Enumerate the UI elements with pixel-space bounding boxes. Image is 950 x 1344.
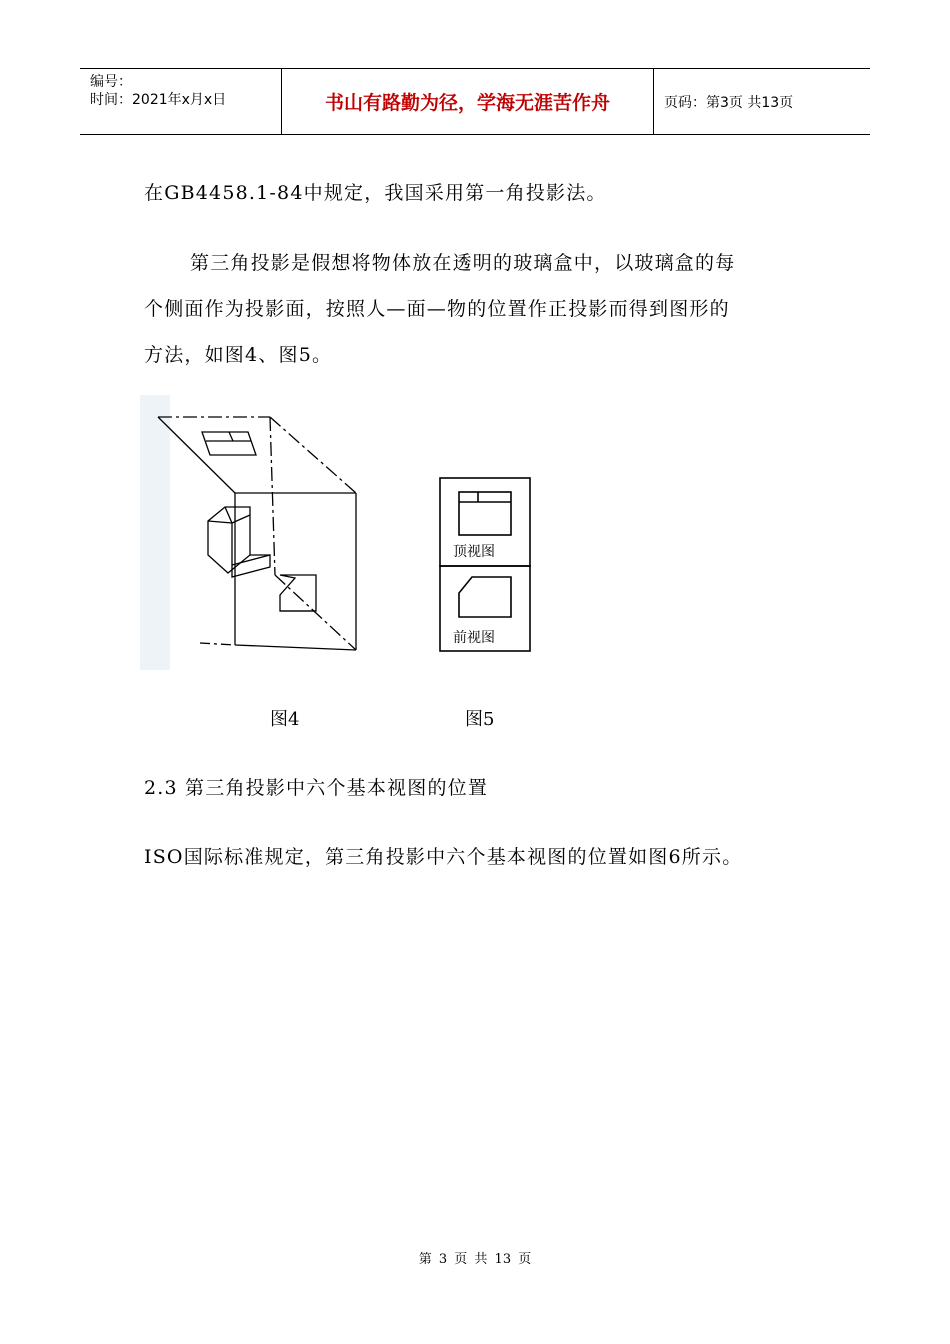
paragraph-third-angle-line1: 第三角投影是假想将物体放在透明的玻璃盒中，以玻璃盒的每 bbox=[190, 252, 736, 274]
header-page-info: 页码：第3页 共13页 bbox=[664, 94, 794, 111]
document-date: 时间：2021年x月x日 bbox=[90, 92, 227, 108]
figure-area bbox=[140, 395, 540, 670]
figure-5-caption: 图5 bbox=[465, 709, 495, 730]
header-motto: 书山有路勤为径，学海无涯苦作舟 bbox=[281, 69, 654, 134]
paragraph-third-angle-line3: 方法，如图4、图5。 bbox=[144, 344, 333, 366]
top-view-label: 顶视图 bbox=[453, 544, 495, 560]
figure-4-glass-box-drawing bbox=[140, 395, 380, 670]
front-view-label: 前视图 bbox=[453, 630, 495, 646]
paragraph-iso-standard: ISO国际标准规定，第三角投影中六个基本视图的位置如图6所示。 bbox=[144, 846, 743, 868]
paragraph-first-angle: 在GB4458.1-84中规定，我国采用第一角投影法。 bbox=[144, 182, 607, 204]
figure-4-caption: 图4 bbox=[270, 709, 300, 730]
paragraph-third-angle-line2: 个侧面作为投影面，按照人—面—物的位置作正投影而得到图形的 bbox=[144, 298, 730, 320]
header-meta bbox=[80, 69, 281, 134]
section-heading: 2.3 第三角投影中六个基本视图的位置 bbox=[144, 777, 489, 799]
document-number-label: 编号： bbox=[90, 74, 132, 90]
page-footer: 第 3 页 共 13 页 bbox=[418, 1252, 532, 1267]
page-header bbox=[80, 68, 870, 135]
